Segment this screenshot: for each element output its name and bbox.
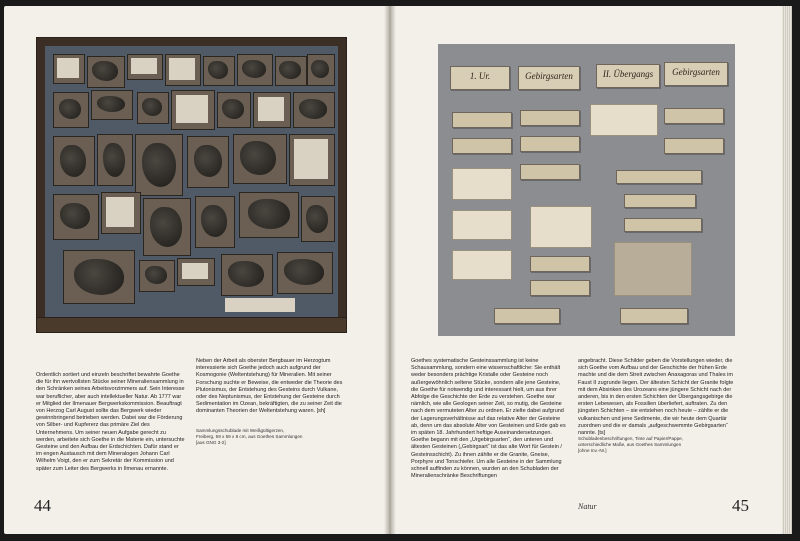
drawer-label-tag xyxy=(520,164,580,180)
specimen-box xyxy=(53,194,99,240)
drawer-label-tag xyxy=(614,242,692,296)
specimen-box xyxy=(127,54,163,80)
drawer-label-tag xyxy=(452,138,512,154)
caption-line: Sammlungsschublade mit Weißgültigerzen, xyxy=(196,428,285,433)
book-gutter xyxy=(384,6,396,534)
specimen-box xyxy=(195,196,235,248)
drawer-label-tag xyxy=(596,64,660,88)
drawer-label-tag xyxy=(450,66,510,90)
specimen-box xyxy=(97,134,133,186)
specimen-box xyxy=(253,92,291,128)
specimen-box xyxy=(239,192,299,238)
specimen-box xyxy=(87,56,125,88)
drawer-label-tag xyxy=(530,206,592,248)
drawer-label-tag xyxy=(518,66,580,90)
drawer-labels-photo xyxy=(438,44,735,336)
specimen-box xyxy=(237,54,273,86)
page-edges xyxy=(782,6,792,534)
drawer-label-tag xyxy=(452,250,512,280)
drawer-label-tag xyxy=(590,104,658,136)
specimen-box xyxy=(203,56,235,86)
specimen-box xyxy=(233,134,287,184)
caption-line: Freiberg, 59 x 59 x 8 cm, aus Goethes Sammlungen xyxy=(196,434,303,439)
drawer-label-tag xyxy=(452,168,512,200)
drawer-label-text: Gebirgsarten xyxy=(672,67,720,77)
drawer-label-tag xyxy=(664,62,728,86)
drawer-interior xyxy=(45,46,338,318)
left-photo-caption xyxy=(196,428,348,446)
specimen-box xyxy=(101,192,141,234)
specimen-box xyxy=(143,198,191,256)
specimen-box xyxy=(277,252,333,294)
specimen-box xyxy=(63,250,135,304)
drawer-label-tag xyxy=(624,218,702,232)
drawer-label-text: Gebirgsarten xyxy=(525,71,573,81)
specimen-box xyxy=(139,260,175,292)
specimen-box xyxy=(221,254,273,296)
specimen-box xyxy=(217,92,251,128)
running-head: Natur xyxy=(578,502,597,511)
specimen-box xyxy=(171,90,215,130)
caption-line: Schubladenbeschriftungen, Tinte auf Papier/Pappe, xyxy=(578,436,683,441)
specimen-box xyxy=(289,134,335,186)
drawer-label-tag xyxy=(620,308,688,324)
drawer-label-text: 1. Ur. xyxy=(469,71,491,81)
specimen-box xyxy=(53,136,95,186)
specimen-box xyxy=(135,134,183,196)
page-number-left: 44 xyxy=(34,496,51,515)
specimen-box xyxy=(307,54,335,86)
drawer-label-tag xyxy=(530,256,590,272)
drawer-label-tag xyxy=(494,308,560,324)
drawer-label-tag xyxy=(664,108,724,124)
caption-line: unterschiedliche Maße, aus Goethes Sammlungen xyxy=(578,442,682,447)
caption-line: [ohne Inv.-Nr.] xyxy=(578,448,607,453)
caption-line: [aus GNG 3-2] xyxy=(196,440,226,445)
left-body-column-2: Neben der Arbeit als oberster Bergbauer im Herzogtum interessierte sich Goethe jedoch auch aufgrund der Kosmogonie (Weltentstehung) für Mineralien. Mit seiner Forschung suchte er Beweise, die entweder die Theorie des Plutonismus, der Entstehung des Gesteins durch Vulkane, oder des Neptunismus, der Entstehung der Gesteine durch Sedimentation im Ozean, bekräftigten, die zu seiner Zeit die dominanten Theorien der Weltentstehung waren. [sh] xyxy=(196,358,343,415)
right-photo-caption xyxy=(578,436,734,454)
specimen-box xyxy=(53,54,85,84)
drawer-label-tag xyxy=(530,280,590,296)
drawer-label-tag xyxy=(664,138,724,154)
left-body-column-1: Ordentlich sortiert und einzeln beschriftet bewahrte Goethe die für ihn wertvollsten Stücke seiner Mineraliensammlung in den Schränken seines Arbeitsvorzimmers auf. Sein Interesse war beruflicher, aber auch intellektueller Natur. Ab 1777 war er Mitglied der Ilmenauer Bergwerkskommission. Beauftragt von Herzog Carl August sollte das Bergwerk wieder gewinnbringend betrieben werden. Dabei war die Förderung von Silber- und Kupfererz das primäre Ziel des Unternehmens. Um seiner neuen Aufgabe gerecht zu werden, arbeitete sich Goethe in die Materie ein, untersuchte Gesteine und den Aufbau der Erdschichten. Dafür stand er im engen Austausch mit dem Mineralogen Johann Carl Wilhelm Voigt, den er zum Sekretär der Kommission und später zum Leiter des Bergwerks in Ilmenau ernannte. xyxy=(36,372,185,472)
specimen-box xyxy=(275,56,307,86)
drawer-front-panel xyxy=(37,317,346,332)
drawer-label-tag xyxy=(452,210,512,240)
drawer-label-tag xyxy=(624,194,696,208)
specimen-box xyxy=(187,136,229,188)
specimen-box xyxy=(177,258,215,286)
specimen-box xyxy=(53,92,89,128)
drawer-label-tag xyxy=(520,136,580,152)
right-body-column-2: angebracht. Diese Schilder geben die Vorstellungen wieder, die sich Goethe vom Aufbau und der Geschichte der frühen Erde machte und die dem Streit zwischen Anaxagoras und Thales im Faust II zugrunde liegen. Der ältesten Schicht der Granite folgte mit dem Absinken des Urozeans eine jüngere Schicht nach der anderen, bis in den ersten Schichten der Übergangsgebirge die ersten Lebewesen, als Fossilien überliefert, auftraten. Zu den jüngsten Schichten – sie entstehen noch heute – zählte er die vulkanischen und jene Sedimente, die wir heute dem Quartär zuordnen und die er damals „aufgeschwemmte Gebirgsarten“ nannte. [ts] xyxy=(578,358,734,437)
specimen-box xyxy=(301,196,335,242)
drawer-label-tag xyxy=(616,170,702,184)
specimen-label-card xyxy=(225,298,295,312)
specimen-box xyxy=(165,54,201,86)
drawer-label-tag xyxy=(452,112,512,128)
drawer-label-text: II. Übergangs xyxy=(602,69,654,79)
right-body-column-1: Goethes systematische Gesteinssammlung ist keine Schausammlung, sondern eine wissenschaftliche: Sie enthält weder besonders prächtige Kristalle oder Gesteine noch außergewöhnlich seltene Stücke, sondern alle jene Gesteine, die Goethe für notwendig und interessant hielt, um aus ihrer Abfolge die Geschichte der Erde zu verstehen. Goethe war nämlich, wie alle Geologen seiner Zeit, so mutig, die Gesteine nach dem vermuteten Alter zu ordnen. Er zielte dabei aufgrund der Lagerungsverhältnisse auf das relative Alter der Gesteine ab, denn um das absolute Alter von Gesteinen und Erde gab es im späten 18. Jahrhundert heftige Auseinandersetzungen. Goethe begann mit den „Urgebirgsarten“, den unteren und ältesten Gesteinen („Gebirgsart“ ist das alte Wort für Gestein / Gesteinsschicht). Zu ihnen zählte er die Granite, Gneise, Porphyre und Tonschiefer. Um alle Gesteine in der Sammlung schnell auffinden zu können, wurden an den Schubladen der Mineralienschränke Beschriftungen xyxy=(411,358,566,480)
mineral-drawer-photo xyxy=(37,38,346,332)
specimen-box xyxy=(137,92,169,124)
specimen-box xyxy=(293,92,335,128)
drawer-label-tag xyxy=(520,110,580,126)
specimen-box xyxy=(91,90,133,120)
page-number-right: 45 xyxy=(732,496,749,515)
